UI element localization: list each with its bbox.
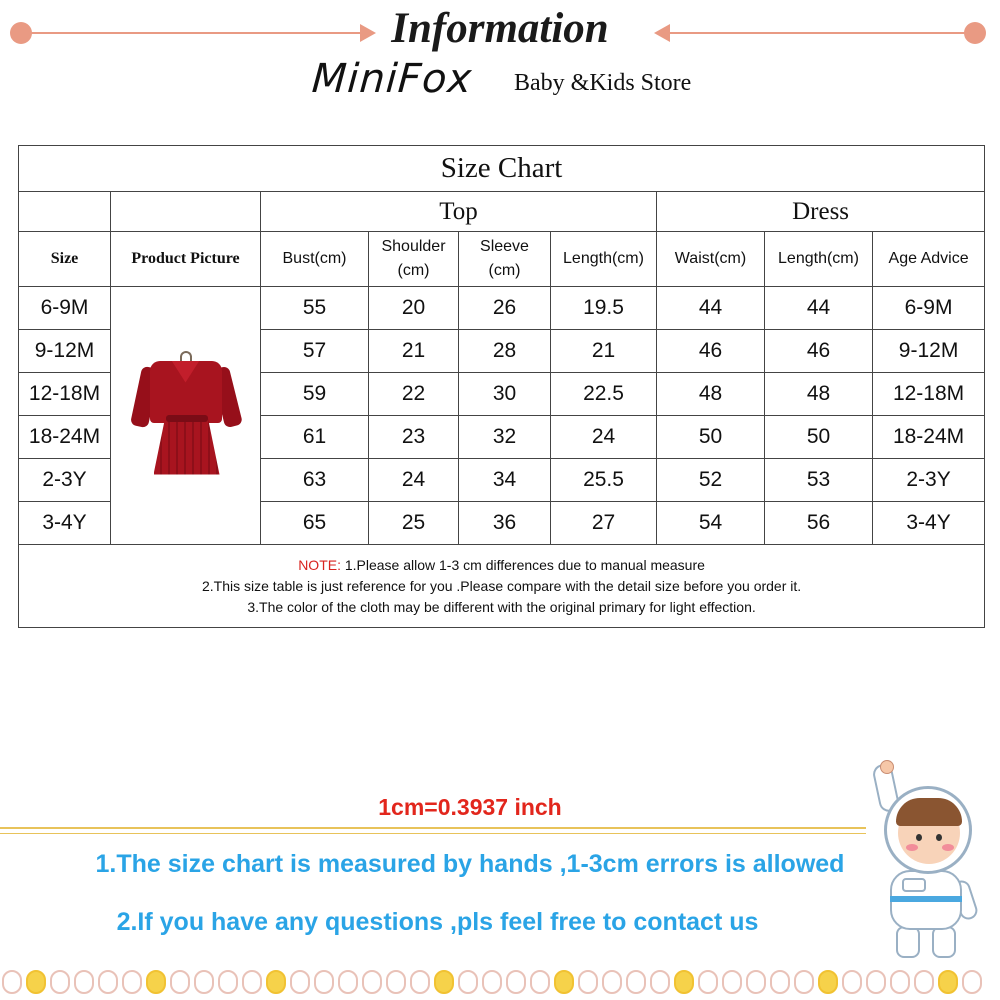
product-picture-cell xyxy=(111,287,261,545)
cell-age: 18-24M xyxy=(873,416,985,459)
border-cell xyxy=(98,970,118,994)
group-top-header: Top xyxy=(261,192,657,232)
cell-shoulder: 22 xyxy=(369,373,459,416)
header-right-dot xyxy=(964,22,986,44)
border-cell xyxy=(458,970,478,994)
col-header-size: Size xyxy=(19,232,111,287)
cell-waist: 52 xyxy=(657,459,765,502)
border-cell xyxy=(770,970,790,994)
cell-sleeve: 34 xyxy=(459,459,551,502)
astronaut-cheek xyxy=(906,844,918,851)
border-cell xyxy=(938,970,958,994)
border-cell xyxy=(722,970,742,994)
col-header-shoulder-line2: (cm) xyxy=(397,262,430,279)
col-header-waist: Waist(cm) xyxy=(657,232,765,287)
cell-bust: 65 xyxy=(261,502,369,545)
cell-waist: 46 xyxy=(657,330,765,373)
note-text-1: 1.Please allow 1-3 cm differences due to manual measure xyxy=(340,556,705,573)
size-chart-table xyxy=(18,145,985,628)
col-header-age-advice: Age Advice xyxy=(873,232,985,287)
border-cell xyxy=(914,970,934,994)
cell-dress-length: 48 xyxy=(765,373,873,416)
cell-dress-length: 46 xyxy=(765,330,873,373)
info-measurement-note: 1.The size chart is measured by hands ,1-3cm errors is allowed xyxy=(95,850,845,878)
info-contact-note: 2.If you have any questions ,pls feel free to contact us xyxy=(116,908,759,936)
border-cell xyxy=(794,970,814,994)
size-chart-title: Size Chart xyxy=(19,146,985,192)
border-cell xyxy=(362,970,382,994)
group-empty-picture xyxy=(111,192,261,232)
cell-age: 3-4Y xyxy=(873,502,985,545)
cell-shoulder: 21 xyxy=(369,330,459,373)
border-cell xyxy=(842,970,862,994)
border-cell xyxy=(26,970,46,994)
cell-waist: 44 xyxy=(657,287,765,330)
cell-size: 2-3Y xyxy=(19,459,111,502)
border-cell xyxy=(290,970,310,994)
border-cell xyxy=(146,970,166,994)
border-cell xyxy=(218,970,238,994)
cell-dress-length: 44 xyxy=(765,287,873,330)
border-cell xyxy=(674,970,694,994)
cell-bust: 61 xyxy=(261,416,369,459)
border-cell xyxy=(818,970,838,994)
border-cell xyxy=(746,970,766,994)
col-header-sleeve-line1: Sleeve xyxy=(480,238,529,255)
border-cell xyxy=(434,970,454,994)
col-header-shoulder xyxy=(369,232,459,287)
astronaut-cheek xyxy=(942,844,954,851)
cell-sleeve: 30 xyxy=(459,373,551,416)
col-header-product-picture: Product Picture xyxy=(111,232,261,287)
divider-line xyxy=(0,827,866,829)
size-chart-notes xyxy=(19,545,985,628)
border-cell xyxy=(194,970,214,994)
border-cell xyxy=(962,970,982,994)
col-header-dress-length: Length(cm) xyxy=(765,232,873,287)
astronaut-hair xyxy=(896,798,962,826)
border-cell xyxy=(650,970,670,994)
col-header-bust: Bust(cm) xyxy=(261,232,369,287)
cell-bust: 63 xyxy=(261,459,369,502)
cell-top-length: 22.5 xyxy=(551,373,657,416)
cell-sleeve: 32 xyxy=(459,416,551,459)
cell-size: 18-24M xyxy=(19,416,111,459)
product-image-red-outfit xyxy=(136,351,236,481)
border-cell xyxy=(74,970,94,994)
pleated-skirt xyxy=(154,417,220,475)
col-header-shoulder-line1: Shoulder xyxy=(381,238,446,255)
astronaut-hand xyxy=(880,760,894,774)
border-cell xyxy=(890,970,910,994)
skirt-belt xyxy=(166,415,208,422)
cell-bust: 57 xyxy=(261,330,369,373)
page-title: Information xyxy=(391,5,609,52)
decorative-border-strip xyxy=(0,970,1000,996)
border-cell xyxy=(50,970,70,994)
col-header-sleeve xyxy=(459,232,551,287)
cell-dress-length: 50 xyxy=(765,416,873,459)
cell-waist: 48 xyxy=(657,373,765,416)
border-cell xyxy=(338,970,358,994)
cell-shoulder: 20 xyxy=(369,287,459,330)
border-cell xyxy=(866,970,886,994)
cell-waist: 54 xyxy=(657,502,765,545)
border-cell xyxy=(242,970,262,994)
cell-top-length: 21 xyxy=(551,330,657,373)
cell-bust: 55 xyxy=(261,287,369,330)
cell-size: 12-18M xyxy=(19,373,111,416)
cell-size: 9-12M xyxy=(19,330,111,373)
cell-top-length: 24 xyxy=(551,416,657,459)
astronaut-leg-left xyxy=(896,926,920,958)
border-cell xyxy=(122,970,142,994)
col-header-sleeve-line2: (cm) xyxy=(488,262,521,279)
astronaut-eye xyxy=(936,834,942,841)
table-row xyxy=(19,287,985,330)
border-cell xyxy=(410,970,430,994)
hanger-icon xyxy=(180,351,192,361)
cell-sleeve: 28 xyxy=(459,330,551,373)
cell-age: 6-9M xyxy=(873,287,985,330)
cell-size: 6-9M xyxy=(19,287,111,330)
brand-logo: MiniFox xyxy=(310,56,474,102)
note-label: NOTE: xyxy=(298,556,341,573)
note-line-2: 2.This size table is just reference for you .Please compare with the detail size before you order it. xyxy=(201,577,802,594)
cell-sleeve: 36 xyxy=(459,502,551,545)
note-line-3: 3.The color of the cloth may be different with the original primary for light effection. xyxy=(247,598,756,615)
cell-top-length: 27 xyxy=(551,502,657,545)
border-cell xyxy=(266,970,286,994)
cell-shoulder: 25 xyxy=(369,502,459,545)
border-cell xyxy=(506,970,526,994)
border-cell xyxy=(170,970,190,994)
cell-shoulder: 24 xyxy=(369,459,459,502)
border-cell xyxy=(482,970,502,994)
unit-conversion: 1cm=0.3937 inch xyxy=(378,794,562,820)
cell-dress-length: 56 xyxy=(765,502,873,545)
header-right-line xyxy=(668,32,972,34)
border-cell xyxy=(2,970,22,994)
col-header-top-length: Length(cm) xyxy=(551,232,657,287)
astronaut-eye xyxy=(916,834,922,841)
astronaut-chest-panel xyxy=(902,878,926,892)
border-cell xyxy=(554,970,574,994)
brand-tagline: Baby &Kids Store xyxy=(514,70,692,96)
cell-dress-length: 53 xyxy=(765,459,873,502)
cell-age: 9-12M xyxy=(873,330,985,373)
cell-top-length: 19.5 xyxy=(551,287,657,330)
cell-sleeve: 26 xyxy=(459,287,551,330)
cell-shoulder: 23 xyxy=(369,416,459,459)
border-cell xyxy=(626,970,646,994)
border-cell xyxy=(698,970,718,994)
cell-waist: 50 xyxy=(657,416,765,459)
cell-bust: 59 xyxy=(261,373,369,416)
border-cell xyxy=(386,970,406,994)
border-cell xyxy=(578,970,598,994)
note-line-1 xyxy=(19,555,984,576)
border-cell xyxy=(602,970,622,994)
border-cell xyxy=(530,970,550,994)
divider-line-thin xyxy=(0,833,866,834)
astronaut-belt xyxy=(890,896,962,902)
astronaut-illustration xyxy=(860,760,990,970)
astronaut-leg-right xyxy=(932,926,956,958)
group-dress-header: Dress xyxy=(657,192,985,232)
cell-top-length: 25.5 xyxy=(551,459,657,502)
cell-size: 3-4Y xyxy=(19,502,111,545)
border-cell xyxy=(314,970,334,994)
cell-age: 2-3Y xyxy=(873,459,985,502)
group-empty-size xyxy=(19,192,111,232)
cell-age: 12-18M xyxy=(873,373,985,416)
